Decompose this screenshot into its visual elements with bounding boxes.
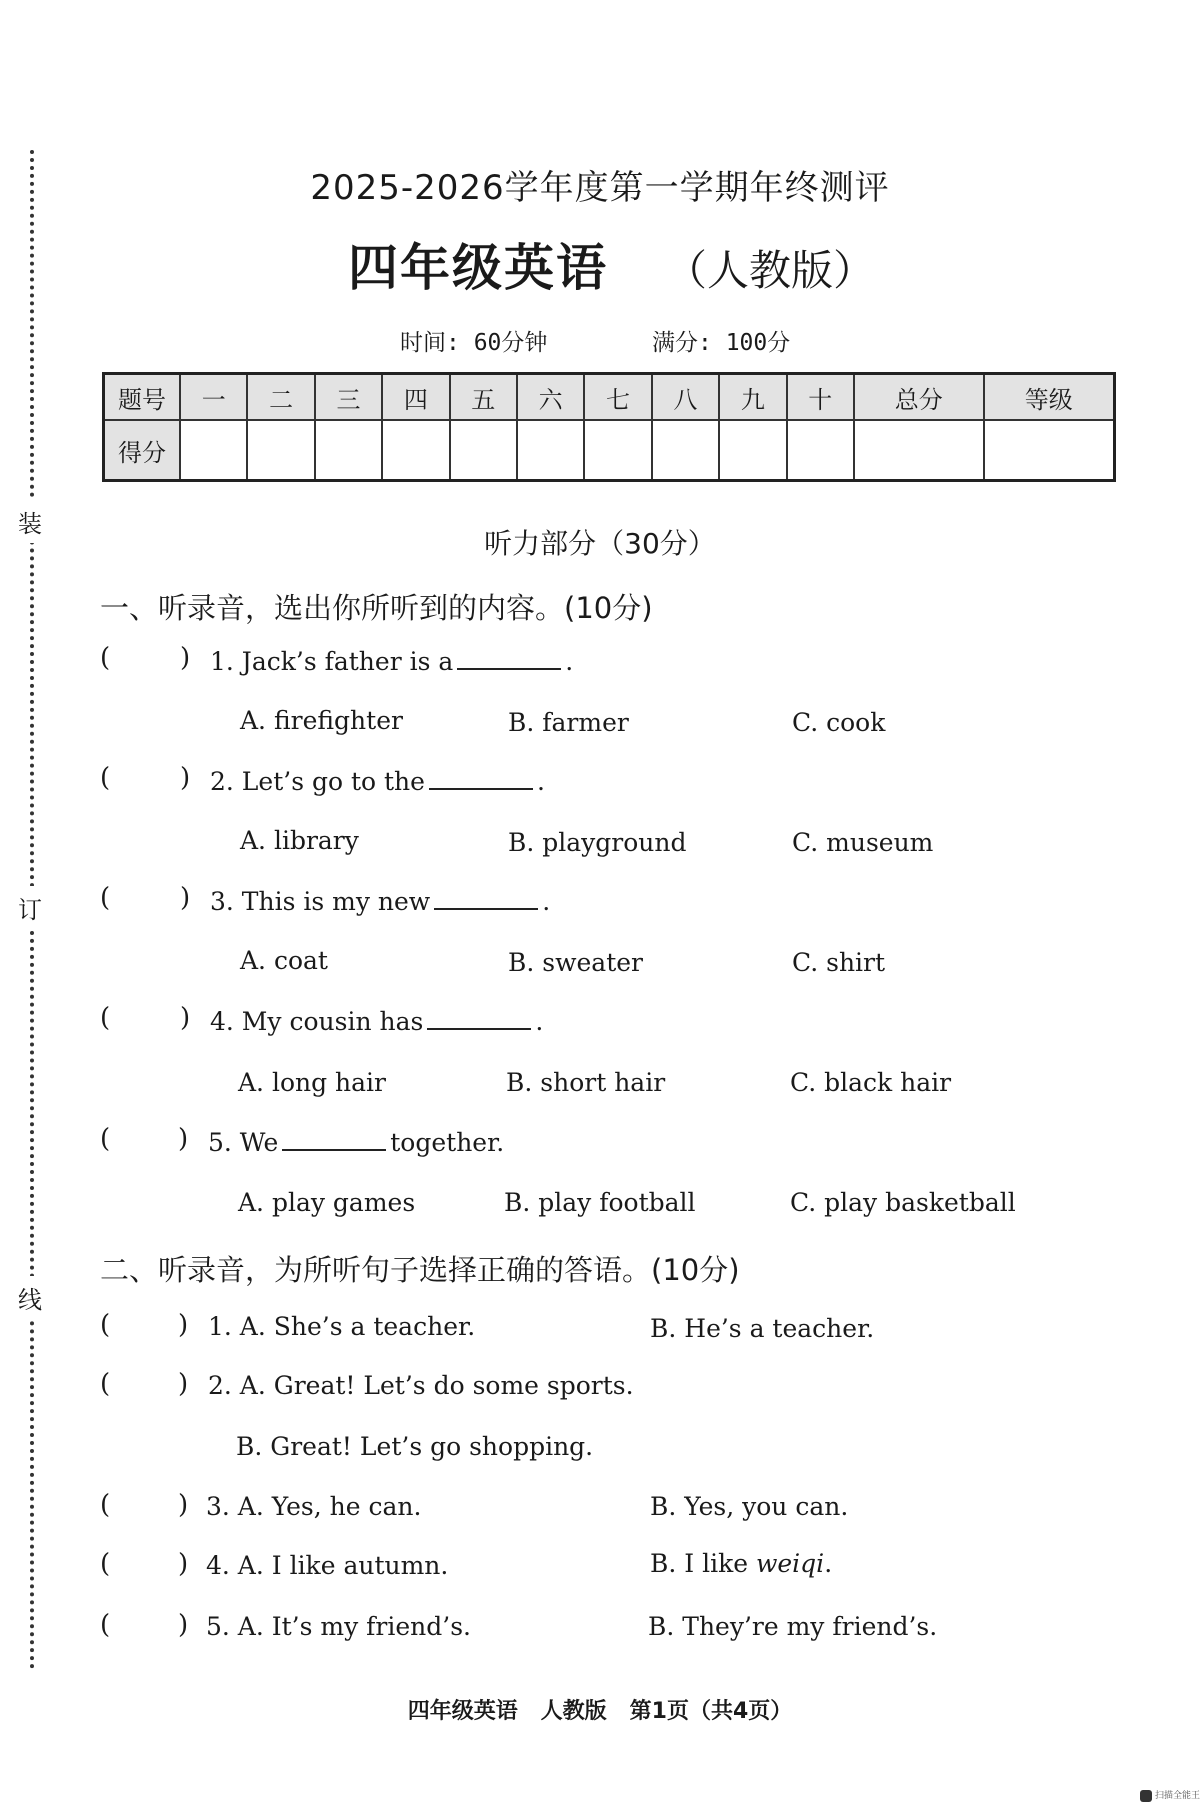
score-cell[interactable] bbox=[382, 420, 449, 481]
answer-paren-open: ( bbox=[100, 1124, 111, 1154]
col-header: 六 bbox=[517, 374, 584, 421]
score-cell[interactable] bbox=[517, 420, 584, 481]
s1-q2-option-b[interactable]: B. playground bbox=[508, 828, 687, 857]
s1-q1-stem: 1. Jack’s father is a . bbox=[210, 647, 574, 676]
scanner-logo-icon bbox=[1140, 1790, 1152, 1802]
s1-q4-option-c[interactable]: C. black hair bbox=[790, 1068, 952, 1097]
answer-paren-close: ) bbox=[180, 1003, 191, 1033]
answer-paren-open: ( bbox=[100, 1310, 111, 1340]
row-label-score: 得分 bbox=[104, 420, 181, 481]
col-header: 八 bbox=[652, 374, 719, 421]
score-cell[interactable] bbox=[787, 420, 854, 481]
exam-title-line: 2025-2026学年度第一学期年终测评 bbox=[310, 168, 890, 208]
answer-paren-close: ) bbox=[178, 1310, 189, 1340]
answer-paren-open: ( bbox=[100, 1003, 111, 1033]
s1-q3-option-b[interactable]: B. sweater bbox=[508, 948, 643, 977]
s2-q1-option-b[interactable]: B. He’s a teacher. bbox=[650, 1314, 875, 1343]
s1-q4-stem: 4. My cousin has . bbox=[210, 1007, 544, 1036]
col-header: 三 bbox=[315, 374, 382, 421]
col-header-total: 总分 bbox=[854, 374, 984, 421]
s1-q3-option-c[interactable]: C. shirt bbox=[792, 948, 886, 977]
binding-char-xian: 线 bbox=[14, 1276, 46, 1319]
subject-title: 四年级英语 bbox=[348, 239, 608, 297]
col-header: 九 bbox=[719, 374, 786, 421]
answer-paren-close: ) bbox=[178, 1610, 189, 1640]
s2-q2-option-a[interactable]: 2. A. Great! Let’s do some sports. bbox=[208, 1371, 634, 1400]
binding-char-ding: 订 bbox=[14, 886, 46, 929]
s2-q3-option-a[interactable]: 3. A. Yes, he can. bbox=[206, 1492, 422, 1521]
s1-q1-option-c[interactable]: C. cook bbox=[792, 708, 886, 737]
s1-q3-option-a[interactable]: A. coat bbox=[240, 946, 328, 975]
s1-q2-option-c[interactable]: C. museum bbox=[792, 828, 934, 857]
answer-paren-close: ) bbox=[178, 1549, 189, 1579]
answer-paren-open: ( bbox=[100, 883, 111, 913]
exam-full-score: 满分: 100分 bbox=[652, 330, 791, 356]
col-header: 一 bbox=[180, 374, 247, 421]
answer-paren-open: ( bbox=[100, 763, 111, 793]
s1-q4-option-b[interactable]: B. short hair bbox=[506, 1068, 666, 1097]
answer-blank[interactable] bbox=[429, 766, 533, 790]
col-header: 七 bbox=[584, 374, 651, 421]
answer-blank[interactable] bbox=[282, 1127, 386, 1151]
answer-paren-open: ( bbox=[100, 1610, 111, 1640]
section2-heading: 二、听录音，为所听句子选择正确的答语。(10分) bbox=[100, 1253, 740, 1287]
score-cell[interactable] bbox=[180, 420, 247, 481]
answer-paren-close: ) bbox=[180, 643, 191, 673]
s1-q5-option-c[interactable]: C. play basketball bbox=[790, 1188, 1016, 1217]
score-table bbox=[102, 372, 1116, 482]
answer-paren-close: ) bbox=[178, 1369, 189, 1399]
answer-paren-close: ) bbox=[180, 883, 191, 913]
score-table-header-row bbox=[104, 374, 1115, 421]
s2-q5-option-a[interactable]: 5. A. It’s my friend’s. bbox=[206, 1612, 471, 1641]
section1-heading: 一、听录音，选出你所听到的内容。(10分) bbox=[100, 591, 653, 625]
score-cell[interactable] bbox=[247, 420, 314, 481]
s1-q2-stem: 2. Let’s go to the . bbox=[210, 767, 545, 796]
answer-blank[interactable] bbox=[457, 646, 561, 670]
answer-paren-open: ( bbox=[100, 1369, 111, 1399]
s2-q2-option-b[interactable]: B. Great! Let’s go shopping. bbox=[236, 1432, 594, 1461]
answer-paren-close: ) bbox=[178, 1124, 189, 1154]
edition-label: （人教版） bbox=[665, 246, 876, 295]
s1-q1-option-b[interactable]: B. farmer bbox=[508, 708, 629, 737]
score-cell-total[interactable] bbox=[854, 420, 984, 481]
exam-time: 时间: 60分钟 bbox=[400, 330, 548, 356]
s2-q1-option-a[interactable]: 1. A. She’s a teacher. bbox=[208, 1312, 476, 1341]
scanner-watermark: 扫描全能王 bbox=[1140, 1788, 1200, 1802]
col-header: 五 bbox=[450, 374, 517, 421]
answer-blank[interactable] bbox=[434, 886, 538, 910]
s1-q2-option-a[interactable]: A. library bbox=[240, 826, 359, 855]
score-cell[interactable] bbox=[450, 420, 517, 481]
s2-q4-option-b[interactable]: B. I like weiqi. bbox=[650, 1549, 833, 1578]
s1-q4-option-a[interactable]: A. long hair bbox=[238, 1068, 386, 1097]
answer-blank[interactable] bbox=[427, 1006, 531, 1030]
binding-char-zhuang: 装 bbox=[14, 500, 46, 543]
s2-q3-option-b[interactable]: B. Yes, you can. bbox=[650, 1492, 849, 1521]
score-cell[interactable] bbox=[652, 420, 719, 481]
answer-paren-open: ( bbox=[100, 1549, 111, 1579]
s1-q5-option-a[interactable]: A. play games bbox=[238, 1188, 416, 1217]
col-header: 二 bbox=[247, 374, 314, 421]
score-table-score-row bbox=[104, 420, 1115, 481]
s1-q3-stem: 3. This is my new . bbox=[210, 887, 551, 916]
listening-part-title: 听力部分（30分） bbox=[484, 527, 716, 560]
s1-q5-stem: 5. We together. bbox=[208, 1128, 505, 1157]
score-cell[interactable] bbox=[584, 420, 651, 481]
s1-q5-option-b[interactable]: B. play football bbox=[504, 1188, 696, 1217]
answer-paren-open: ( bbox=[100, 643, 111, 673]
col-header-grade: 等级 bbox=[984, 374, 1115, 421]
s2-q4-option-a[interactable]: 4. A. I like autumn. bbox=[206, 1551, 449, 1580]
col-header: 四 bbox=[382, 374, 449, 421]
answer-paren-open: ( bbox=[100, 1490, 111, 1520]
page-footer: 四年级英语 人教版 第1页（共4页） bbox=[407, 1699, 793, 1724]
score-cell[interactable] bbox=[315, 420, 382, 481]
s2-q5-option-b[interactable]: B. They’re my friend’s. bbox=[648, 1612, 938, 1641]
s1-q1-option-a[interactable]: A. firefighter bbox=[240, 706, 403, 735]
row-label-question-no: 题号 bbox=[104, 374, 181, 421]
col-header: 十 bbox=[787, 374, 854, 421]
answer-paren-close: ) bbox=[180, 763, 191, 793]
answer-paren-close: ) bbox=[178, 1490, 189, 1520]
score-cell[interactable] bbox=[719, 420, 786, 481]
score-cell-grade[interactable] bbox=[984, 420, 1115, 481]
